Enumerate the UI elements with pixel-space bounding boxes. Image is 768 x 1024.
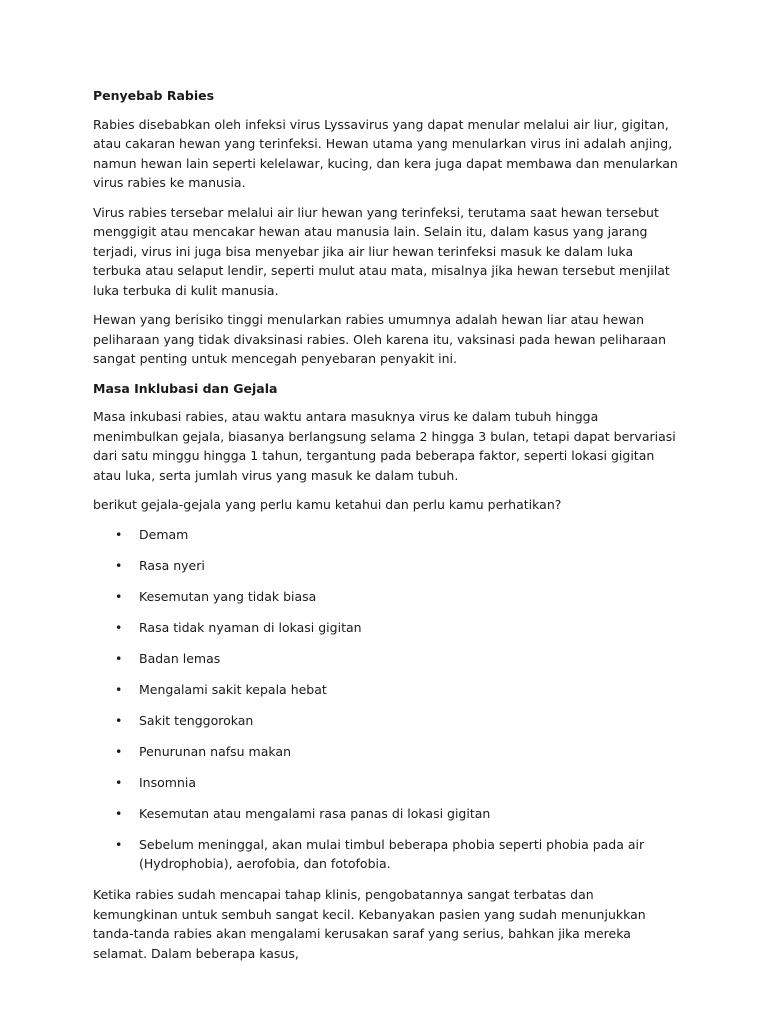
list-item <box>93 525 678 545</box>
bullet-icon: • <box>115 681 123 697</box>
section-title-inkubasi-gejala: Masa Inklubasi dan Gejala <box>93 380 278 396</box>
list-item <box>93 742 678 762</box>
paragraph-risk-vaccination: Hewan yang berisiko tinggi menularkan rabies umumnya adalah hewan liar atau hewan peliharaan yang tidak divaksinasi rabies. Oleh karena itu, vaksinasi pada hewan peliharaan sangat penting untuk mencegah penyebaran penyakit ini. <box>93 312 667 366</box>
bullet-icon: • <box>115 712 123 728</box>
bullet-icon: • <box>115 526 123 542</box>
section-title-penyebab-rabies: Penyebab Rabies <box>93 88 215 103</box>
list-item-text: Insomnia <box>139 774 197 790</box>
bullet-icon: • <box>115 619 123 635</box>
list-item <box>93 773 678 793</box>
list-item-text: Mengalami sakit kepala hebat <box>139 681 327 697</box>
list-item <box>93 587 678 607</box>
list-item-text: Sakit tenggorokan <box>139 712 254 728</box>
list-item <box>93 556 678 576</box>
symptoms-intro: berikut gejala-gejala yang perlu kamu ketahui dan perlu kamu perhatikan? <box>93 497 562 512</box>
document-page <box>93 86 678 963</box>
list-item-text: Rasa tidak nyaman di lokasi gigitan <box>139 619 362 635</box>
list-item <box>93 649 678 669</box>
list-item-text: Demam <box>139 526 189 542</box>
list-item-text: Kesemutan yang tidak biasa <box>139 588 317 604</box>
list-item-text: Badan lemas <box>139 650 221 666</box>
symptom-list <box>93 525 678 874</box>
list-item-text: Penurunan nafsu makan <box>139 743 291 759</box>
list-item <box>93 711 678 731</box>
list-item <box>93 804 678 824</box>
bullet-icon: • <box>115 557 123 573</box>
list-item-text: Rasa nyeri <box>139 557 205 573</box>
list-item <box>93 680 678 700</box>
paragraph-incubation: Masa inkubasi rabies, atau waktu antara masuknya virus ke dalam tubuh hingga menimbulkan gejala, biasanya berlangsung selama 2 hingga 3 bulan, tetapi dapat bervariasi dari satu minggu hingga 1 tahun, tergantung pada beberapa faktor, seperti lokasi gigitan atau luka, serta jumlah virus yang masuk ke dalam tubuh. <box>93 409 676 483</box>
list-item-text: Sebelum meninggal, akan mulai timbul beberapa phobia seperti phobia pada air (Hydrophobia), aerofobia, dan fotofobia. <box>139 836 645 871</box>
bullet-icon: • <box>115 774 123 790</box>
paragraph-transmission: Virus rabies tersebar melalui air liur hewan yang terinfeksi, terutama saat hewan tersebut menggigit atau mencakar hewan atau manusia lain. Selain itu, dalam kasus yang jarang terjadi, virus ini juga bisa menyebar jika air liur hewan terinfeksi masuk ke dalam luka terbuka atau selaput lendir, seperti mulut atau mata, misalnya jika hewan tersebut menjilat luka terbuka di kulit manusia. <box>93 204 670 298</box>
bullet-icon: • <box>115 836 123 852</box>
bullet-icon: • <box>115 743 123 759</box>
bullet-icon: • <box>115 588 123 604</box>
paragraph-cause: Rabies disebabkan oleh infeksi virus Lyssavirus yang dapat menular melalui air liur, gigitan, atau cakaran hewan yang terinfeksi. Hewan utama yang menularkan virus ini adalah anjing, namun hewan lain seperti kelelawar, kucing, dan kera juga dapat membawa dan menularkan virus rabies ke manusia. <box>93 116 678 190</box>
bullet-icon: • <box>115 805 123 821</box>
bullet-icon: • <box>115 650 123 666</box>
paragraph-clinical-stage: Ketika rabies sudah mencapai tahap klinis, pengobatannya sangat terbatas dan kemungkinan untuk sembuh sangat kecil. Kebanyakan pasien yang sudah menunjukkan tanda-tanda rabies akan mengalami kerusakan saraf yang serius, bahkan jika mereka selamat. Dalam beberapa kasus, <box>93 887 646 961</box>
list-item <box>93 835 678 874</box>
list-item-text: Kesemutan atau mengalami rasa panas di lokasi gigitan <box>139 805 491 821</box>
list-item <box>93 618 678 638</box>
